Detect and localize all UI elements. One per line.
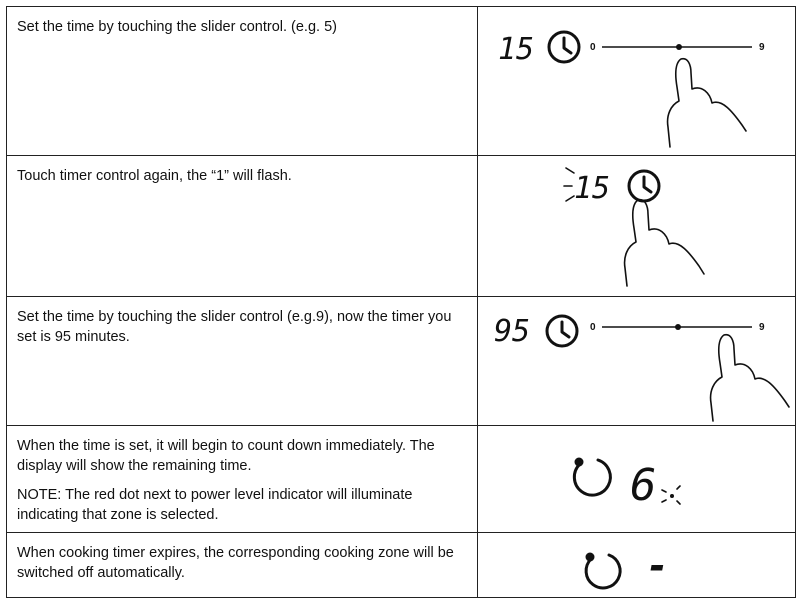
slider-min-label: 0 (590, 42, 596, 53)
pointing-hand-icon (668, 59, 746, 147)
instruction-text: When cooking timer expires, the corresponding cooking zone will be switched off automatically. (17, 545, 454, 581)
power-indicator-icon (586, 553, 621, 588)
timer-display-digits: 95 (494, 314, 531, 349)
timer-clock-icon (629, 171, 659, 201)
table-row (6, 156, 796, 297)
slider-knob (675, 324, 681, 330)
timer-display-digits: 15 (574, 171, 611, 206)
instruction-text: Touch timer control again, the “1” will flash. (17, 168, 292, 184)
illustration-cell (478, 156, 795, 296)
table-row (6, 297, 796, 426)
illustration-cell (478, 297, 795, 425)
slider-min-label: 0 (590, 322, 596, 333)
slider-illustration (478, 7, 796, 155)
instruction-text-cell (7, 156, 478, 296)
instruction-text-cell (7, 533, 478, 597)
slider-knob (676, 44, 682, 50)
instruction-text-cell (7, 426, 478, 532)
pointing-hand-icon (711, 335, 789, 421)
selected-dot-flash-icon (662, 486, 680, 504)
slider-illustration (478, 297, 796, 424)
instruction-table (6, 6, 796, 598)
instruction-text-cell (7, 7, 478, 155)
slider-max-label: 9 (759, 322, 765, 333)
timer-clock-icon (547, 316, 577, 346)
timer-display-digits: 15 (498, 32, 535, 67)
pointing-hand-icon (625, 200, 704, 286)
table-row (6, 426, 796, 533)
illustration-cell (478, 426, 795, 532)
power-level-digit: 6 (630, 460, 657, 511)
instruction-text: Set the time by touching the slider control (e.g.9), now the timer you set is 95 minutes. (17, 309, 452, 345)
illustration-cell (478, 533, 795, 597)
table-row (6, 533, 796, 598)
instruction-text: Set the time by touching the slider control. (e.g. 5) (17, 19, 337, 35)
note-text: NOTE: The red dot next to power level indicator will illuminate indicating that zone is selected. (17, 487, 413, 523)
slider-max-label: 9 (759, 42, 765, 53)
timer-clock-icon (549, 32, 579, 62)
flash-rays-icon (564, 168, 574, 201)
countdown-illustration (478, 426, 796, 531)
timer-expired-illustration (478, 533, 796, 596)
instruction-text: When the time is set, it will begin to count down immediately. The display will show the remaining time. (17, 438, 435, 474)
table-row (6, 6, 796, 156)
illustration-cell (478, 7, 795, 155)
flash-illustration (478, 156, 796, 295)
off-dash-display: - (646, 544, 669, 588)
instruction-text-cell (7, 297, 478, 425)
power-indicator-icon (574, 458, 610, 496)
